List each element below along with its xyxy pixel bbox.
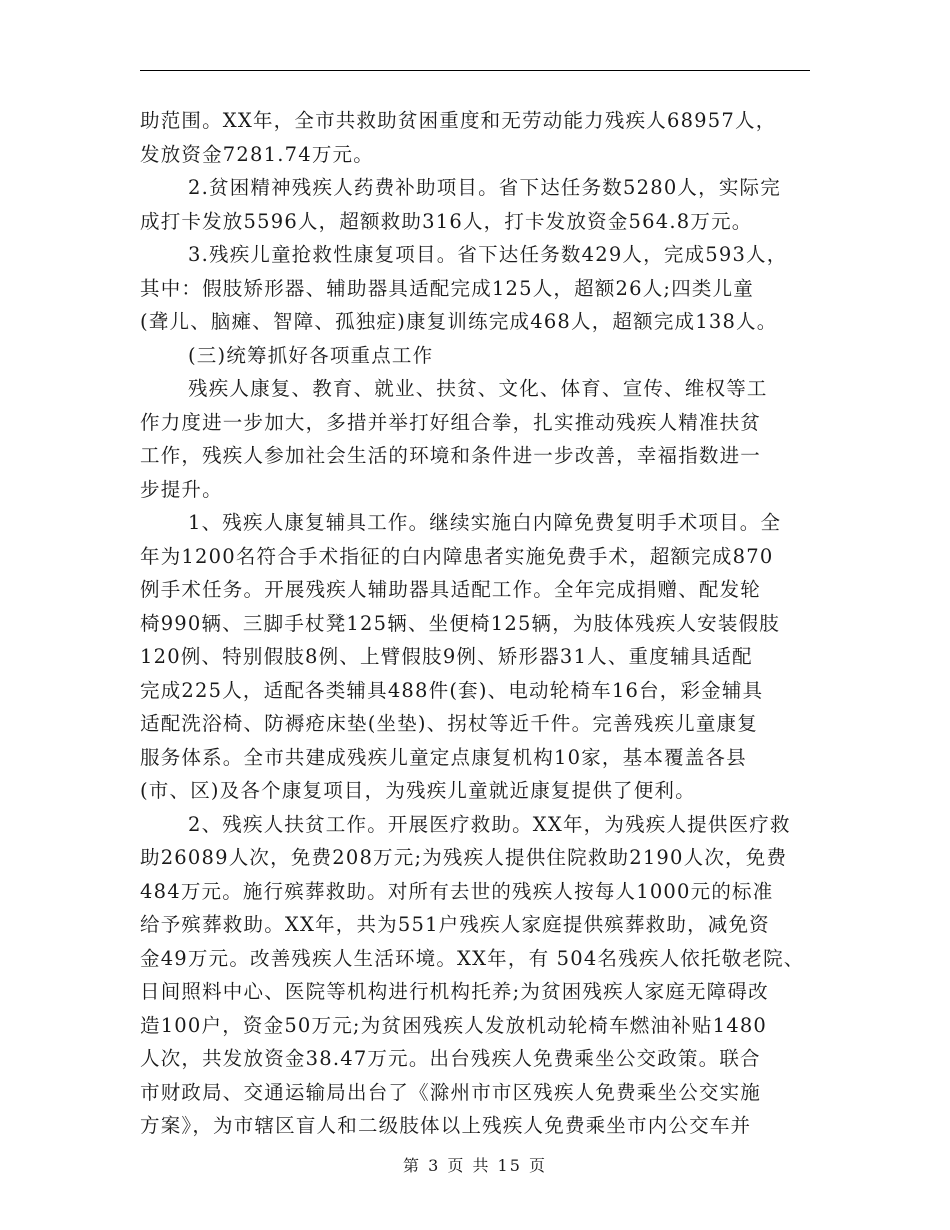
text-line: 助范围。XX年，全市共救助贫困重度和无劳动能力残疾人68957人， — [140, 109, 777, 132]
text-line: 发放资金7281.74万元。 — [140, 142, 374, 166]
text-line: 适配洗浴椅、防褥疮床垫(坐垫)、拐杖等近千件。完善残疾儿童康复 — [140, 712, 758, 735]
document-body — [140, 104, 810, 1143]
text-line: 日间照料中心、医院等机构进行机构托养;为贫困残疾人家庭无障碍改 — [140, 980, 769, 1003]
text-line: 3.残疾儿童抢救性康复项目。省下达任务数429人，完成593人， — [188, 243, 788, 266]
section-heading: (三)统筹抓好各项重点工作 — [188, 343, 434, 367]
text-line: 1、残疾人康复辅具工作。继续实施白内障免费复明手术项目。全 — [188, 511, 782, 534]
text-line: (聋儿、脑瘫、智障、孤独症)康复训练完成468人，超额完成138人。 — [140, 310, 778, 333]
text-line: 2、残疾人扶贫工作。开展医疗救助。XX年，为残疾人提供医疗救 — [188, 812, 791, 836]
text-line: 例手术任务。开展残疾人辅助器具适配工作。全年完成捐赠、配发轮 — [140, 578, 762, 601]
text-line: 作力度进一步加大，多措并举打好组合拳，扎实推动残疾人精准扶贫 — [140, 410, 762, 434]
text-line: 方案》，为市辖区盲人和二级肢体以上残疾人免费乘坐市内公交车并 — [140, 1114, 752, 1137]
text-line: 市财政局、交通运输局出台了《滁州市市区残疾人免费乘坐公交实施 — [140, 1080, 762, 1104]
text-line: (市、区)及各个康复项目，为残疾儿童就近康复提供了便利。 — [140, 779, 696, 802]
text-line: 金49万元。改善残疾人生活环境。XX年，有 504名残疾人依托敬老院、 — [140, 946, 805, 970]
text-line: 人次，共发放资金38.47万元。出台残疾人免费乘坐公交政策。联合 — [140, 1047, 761, 1070]
text-line: 椅990辆、三脚手杖凳125辆、坐便椅125辆，为肢体残疾人安装假肢 — [140, 611, 780, 635]
text-line: 步提升。 — [140, 477, 223, 501]
text-line: 其中：假肢矫形器、辅助器具适配完成125人，超额26人;四类儿童 — [140, 276, 755, 300]
text-line: 工作，残疾人参加社会生活的环境和条件进一步改善，幸福指数进一 — [140, 444, 762, 467]
text-line: 120例、特别假肢8例、上臂假肢9例、矫形器31人、重度辅具适配 — [140, 645, 753, 668]
page-number: 第 3 页 共 15 页 — [403, 1156, 547, 1175]
text-line: 2.贫困精神残疾人药费补助项目。省下达任务数5280人，实际完 — [188, 176, 781, 199]
text-line: 年为1200名符合手术指征的白内障患者实施免费手术，超额完成870 — [140, 544, 774, 568]
text-line: 服务体系。全市共建成残疾儿童定点康复机构10家，基本覆盖各县 — [140, 745, 747, 769]
text-line: 484万元。施行殡葬救助。对所有去世的残疾人按每人1000元的标准 — [140, 879, 774, 903]
text-line: 完成225人，适配各类辅具488件(套)、电动轮椅车16台，彩金辅具 — [140, 678, 764, 702]
header-rule — [140, 70, 810, 71]
text-line: 造100户，资金50万元;为贫困残疾人发放机动轮椅车燃油补贴1480 — [140, 1013, 768, 1037]
text-line: 给予殡葬救助。XX年，共为551户残疾人家庭提供殡葬救助，减免资 — [140, 913, 770, 936]
text-line: 成打卡发放5596人，超额救助316人，打卡发放资金564.8万元。 — [140, 209, 753, 233]
text-line: 残疾人康复、教育、就业、扶贫、文化、体育、宣传、维权等工 — [188, 377, 768, 400]
text-line: 助26089人次，免费208万元;为残疾人提供住院救助2190人次，免费 — [140, 846, 788, 869]
